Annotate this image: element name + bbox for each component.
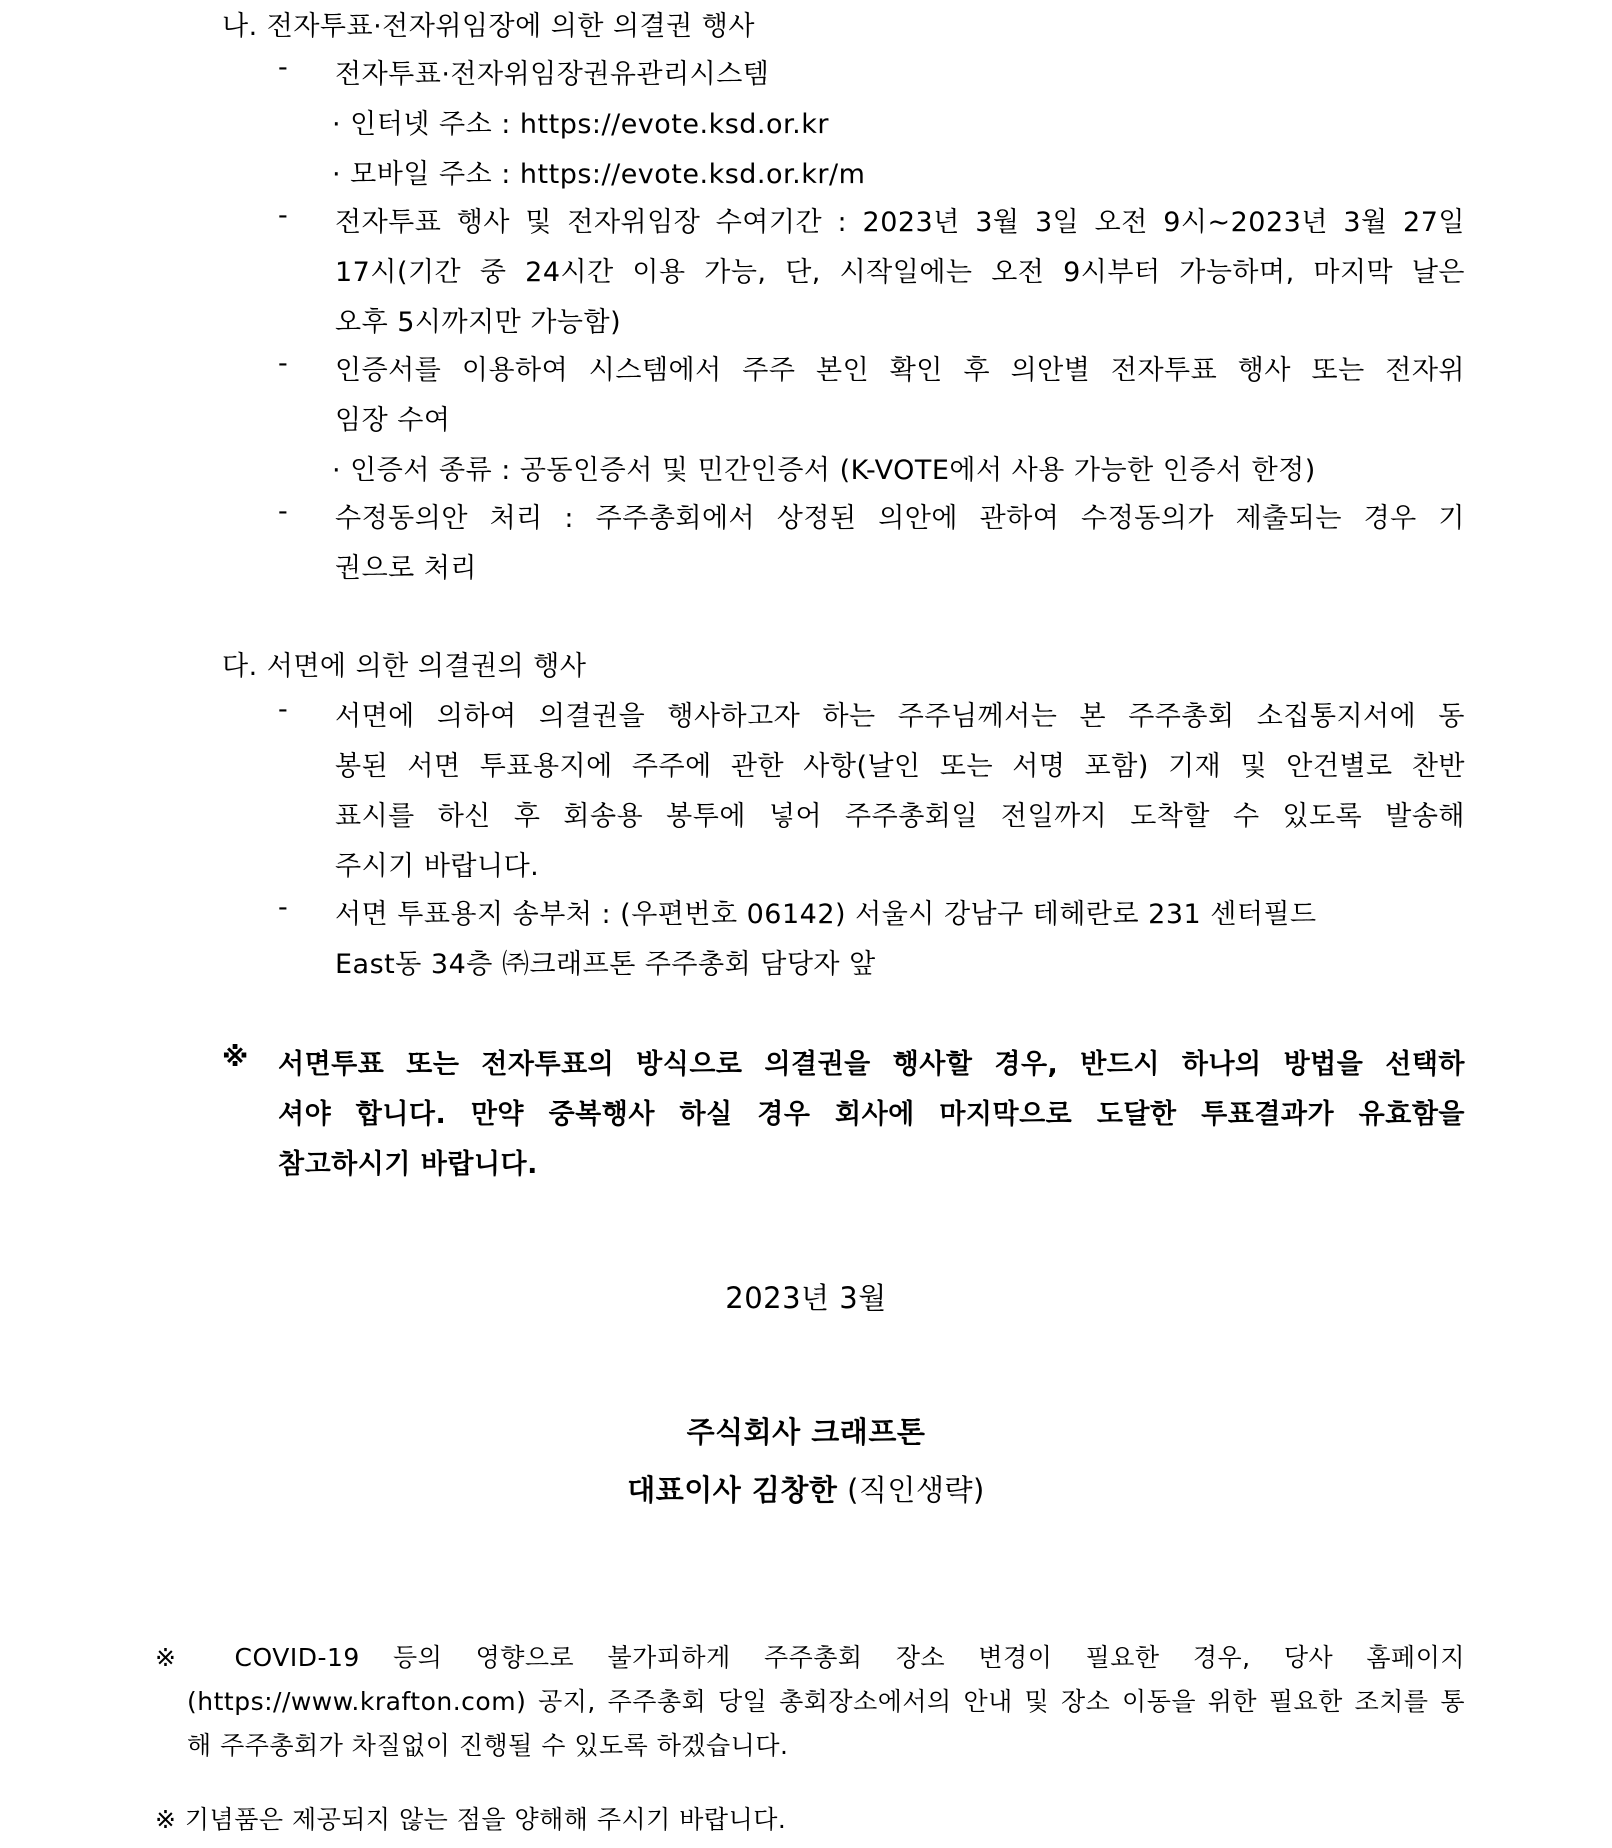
- covid-notice-line2: (https://www.krafton.com) 공지, 주주총회 당일 총회장소에서의 안내 및 장소 이동을 위한 필요한 조치를 통: [187, 1687, 1465, 1716]
- section-na-item1-text: 전자투표·전자위임장권유관리시스템: [335, 59, 770, 90]
- section-na-item4-line2: 권으로 처리: [335, 553, 477, 584]
- bold-notice-line1: 서면투표 또는 전자투표의 방식으로 의결권을 행사할 경우, 반드시 하나의 방법을 선택하: [278, 1049, 1465, 1080]
- section-na-item2-dash: -: [278, 200, 289, 231]
- section-na-item3-dash: -: [278, 348, 289, 379]
- section-na-item3-line2: 임장 수여: [335, 405, 451, 436]
- company-name: 주식회사 크래프톤: [686, 1415, 926, 1449]
- bold-notice-line3: 참고하시기 바랍니다.: [278, 1149, 538, 1180]
- section-na-heading: 나. 전자투표·전자위임장에 의한 의결권 행사: [222, 11, 755, 42]
- mobile-address: · 모바일 주소 : https://evote.ksd.or.kr/m: [332, 159, 866, 190]
- section-da-item2-dash: -: [278, 892, 289, 923]
- section-da-item1-dash: -: [278, 694, 289, 725]
- section-na-item2-line2: 17시(기간 중 24시간 이용 가능, 단, 시작일에는 오전 9시부터 가능하며, 마지막 날은: [335, 257, 1465, 288]
- covid-notice-line3: 해 주주총회가 차질없이 진행될 수 있도록 하겠습니다.: [187, 1731, 789, 1760]
- notice-date: 2023년 3월: [725, 1281, 887, 1315]
- seal-omitted-note: (직인생략): [837, 1473, 985, 1507]
- section-da-item2-line1: 서면 투표용지 송부처 : (우편번호 06142) 서울시 강남구 테헤란로 231 센터필드: [335, 899, 1317, 930]
- section-na-item4-line1: 수정동의안 처리 : 주주총회에서 상정된 의안에 관하여 수정동의가 제출되는 경우 기: [335, 503, 1465, 534]
- section-da-item2-line2: East동 34층 ㈜크래프톤 주주총회 담당자 앞: [335, 949, 876, 980]
- section-da-item1-line4: 주시기 바랍니다.: [335, 851, 540, 882]
- internet-address: · 인터넷 주소 : https://evote.ksd.or.kr: [332, 109, 829, 140]
- section-na-item2-line3: 오후 5시까지만 가능함): [335, 307, 622, 338]
- gift-notice: ※ 기념품은 제공되지 않는 점을 양해해 주시기 바랍니다.: [155, 1805, 787, 1834]
- section-da-heading: 다. 서면에 의한 의결권의 행사: [222, 651, 587, 682]
- section-na-item1-dash: -: [278, 52, 289, 83]
- section-na-item2-line1: 전자투표 행사 및 전자위임장 수여기간 : 2023년 3월 3일 오전 9시~2023년 3월 27일: [335, 207, 1465, 238]
- bold-notice-line2: 셔야 합니다. 만약 중복행사 하실 경우 회사에 마지막으로 도달한 투표결과가 유효함을: [278, 1099, 1465, 1130]
- section-da-item1-line2: 봉된 서면 투표용지에 주주에 관한 사항(날인 또는 서명 포함) 기재 및 안건별로 찬반: [335, 751, 1465, 782]
- section-da-item1-line3: 표시를 하신 후 회송용 봉투에 넣어 주주총회일 전일까지 도착할 수 있도록 발송해: [335, 801, 1465, 832]
- section-da-item1-line1: 서면에 의하여 의결권을 행사하고자 하는 주주님께서는 본 주주총회 소집통지서에 동: [335, 701, 1465, 732]
- certificate-types: · 인증서 종류 : 공동인증서 및 민간인증서 (K-VOTE에서 사용 가능한 인증서 한정): [332, 455, 1316, 486]
- section-na-item3-line1: 인증서를 이용하여 시스템에서 주주 본인 확인 후 의안별 전자투표 행사 또는 전자위: [335, 355, 1465, 386]
- covid-notice-line1: ※ COVID-19 등의 영향으로 불가피하게 주주총회 장소 변경이 필요한 경우, 당사 홈페이지: [155, 1643, 1465, 1672]
- section-na-item4-dash: -: [278, 496, 289, 527]
- bold-notice-mark: ※: [222, 1042, 249, 1073]
- ceo-name: 대표이사 김창한: [627, 1473, 838, 1507]
- ceo-signature: [0, 1468, 1612, 1509]
